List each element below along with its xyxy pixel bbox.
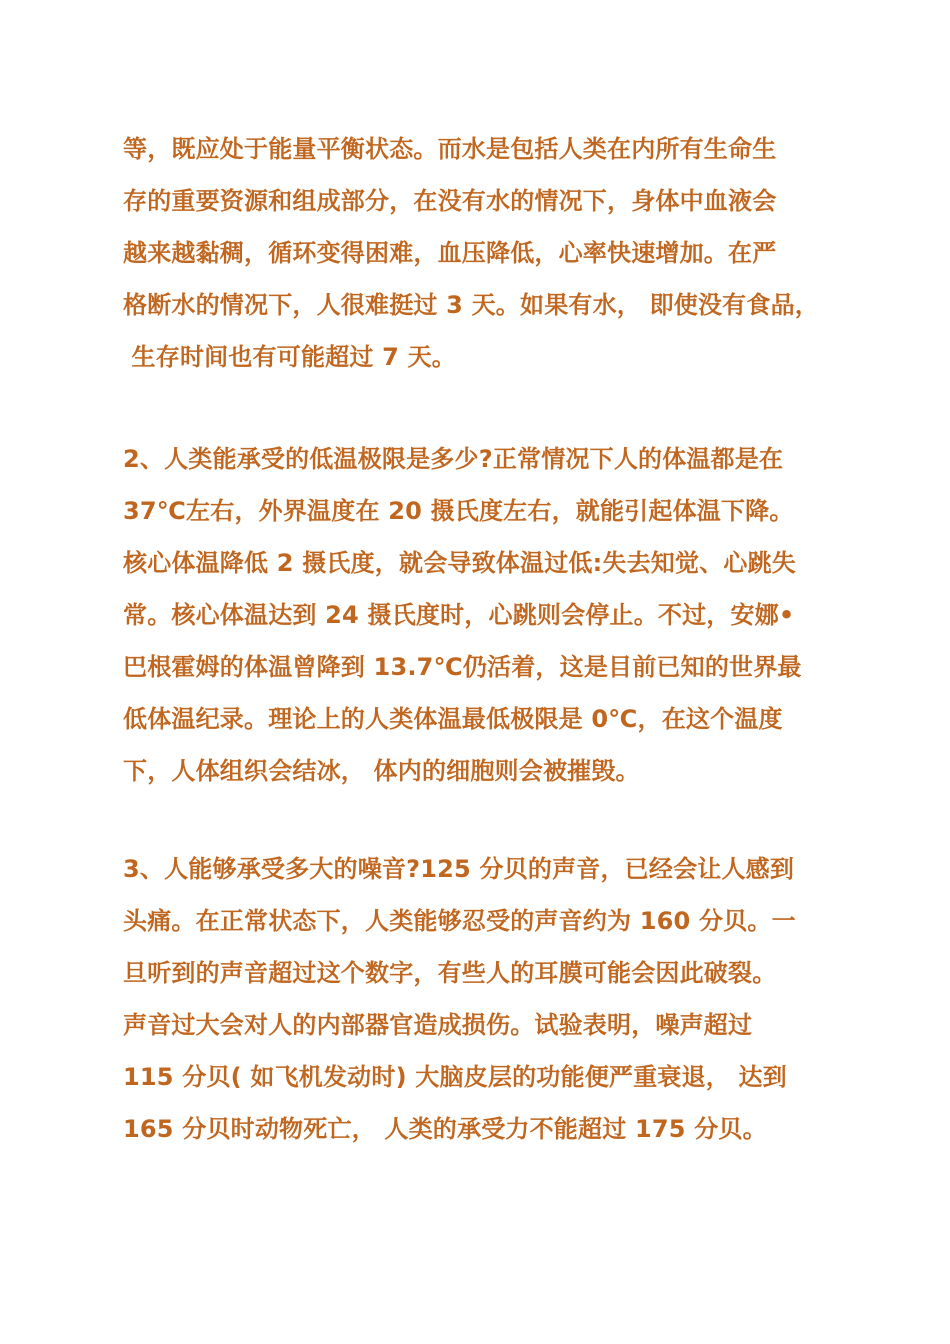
text-line: 存的重要资源和组成部分，在没有水的情况下，身体中血液会	[123, 187, 777, 215]
text-line: 越来越黏稠，循环变得困难，血压降低，心率快速增加。在严	[123, 239, 777, 267]
text-line: 下，人体组织会结冰， 体内的细胞则会被摧毁。	[123, 757, 640, 785]
text-line: 37℃左右，外界温度在 20 摄氏度左右，就能引起体温下降。	[123, 497, 794, 525]
text-line: 2、人类能承受的低温极限是多少?正常情况下人的体温都是在	[123, 445, 784, 473]
text-line: 等，既应处于能量平衡状态。而水是包括人类在内所有生命生	[123, 135, 777, 163]
paragraph-low-temperature	[123, 433, 843, 797]
text-line: 声音过大会对人的内部器官造成损伤。试验表明，噪声超过	[123, 1011, 753, 1039]
text-line: 巴根霍姆的体温曾降到 13.7℃仍活着，这是目前已知的世界最	[123, 653, 802, 681]
paragraph-noise	[123, 843, 843, 1155]
text-line: 旦听到的声音超过这个数字，有些人的耳膜可能会因此破裂。	[123, 959, 777, 987]
text-line: 核心体温降低 2 摄氏度，就会导致体温过低:失去知觉、心跳失	[123, 549, 797, 577]
text-line: 常。核心体温达到 24 摄氏度时，心跳则会停止。不过，安娜•	[123, 601, 795, 629]
text-line: 头痛。在正常状态下，人类能够忍受的声音约为 160 分贝。一	[123, 907, 796, 935]
text-line: 低体温纪录。理论上的人类体温最低极限是 0℃，在这个温度	[123, 705, 783, 733]
text-line: 格断水的情况下，人很难挺过 3 天。如果有水， 即使没有食品，	[123, 291, 819, 319]
text-line: 165 分贝时动物死亡， 人类的承受力不能超过 175 分贝。	[123, 1115, 767, 1143]
text-line: 3、人能够承受多大的噪音?125 分贝的声音，已经会让人感到	[123, 855, 795, 883]
text-line: 115 分贝( 如飞机发动时) 大脑皮层的功能便严重衰退， 达到	[123, 1063, 787, 1091]
paragraph-energy-water	[123, 123, 843, 383]
text-line: 生存时间也有可能超过 7 天。	[123, 343, 456, 371]
